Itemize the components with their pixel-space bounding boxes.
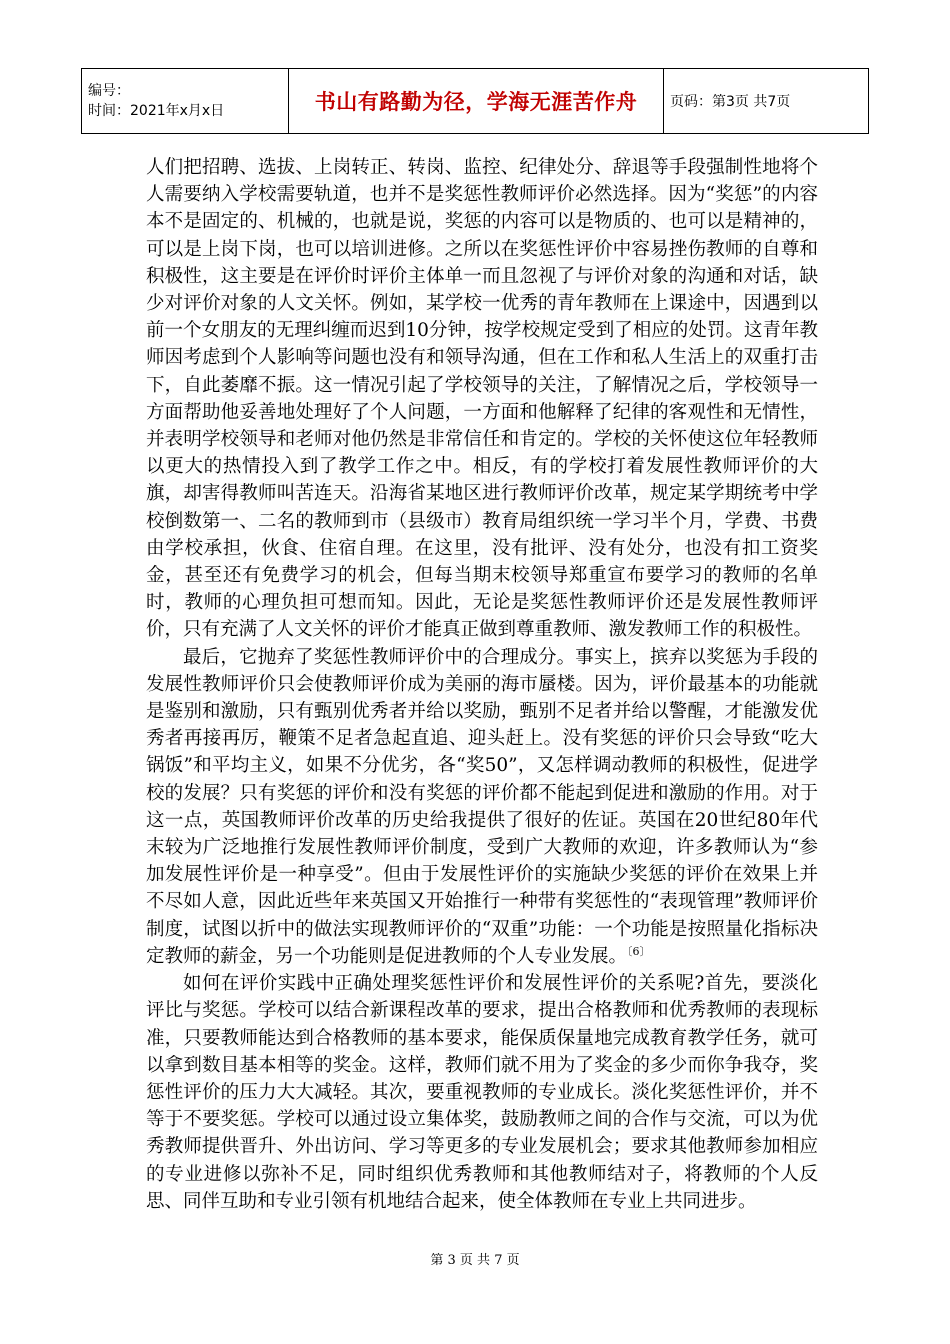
page-header — [81, 68, 869, 134]
page-footer: 第 3 页 共 7 页 — [430, 1253, 520, 1268]
citation-marker: 〔6〕 — [627, 944, 651, 958]
paragraph-3: 如何在评价实践中正确处理奖惩性评价和发展性评价的关系呢?首先，要淡化评比与奖惩。学校可以结合新课程改革的要求，提出合格教师和优秀教师的表现标准，只要教师能达到合格教师的基本要求，能保质保量地完成教育教学任务，就可以拿到数目基本相等的奖金。这样，教师们就不用为了奖金的多少而你争我夺，奖惩性评价的压力大大减轻。其次，要重视教师的专业成长。淡化奖惩性评价，并不等于不要奖惩。学校可以通过设立集体奖，鼓励教师之间的合作与交流，可以为优秀教师提供晋升、外出访问、学习等更多的专业发展机会；要求其他教师参加相应的专业进修以弥补不足，同时组织优秀教师和其他教师结对子，将教师的个人反思、同伴互助和专业引领有机地结合起来，使全体教师在专业上共同进步。 — [146, 973, 818, 1212]
paragraph-2 — [146, 644, 818, 970]
header-motto-cell — [289, 69, 664, 134]
header-motto: 书山有路勤为径，学海无涯苦作舟 — [314, 90, 638, 114]
header-meta — [82, 69, 289, 134]
paragraph-2-text: 最后，它抛弃了奖惩性教师评价中的合理成分。事实上，摈弃以奖惩为手段的发展性教师评价只会使教师评价成为美丽的海市蜃楼。因为，评价最基本的功能就是鉴别和激励，只有甄别优秀者并给以奖励，甄别不足者并给以警醒，才能激发优秀者再接再厉，鞭策不足者急起直追、迎头赶上。没有奖惩的评价只会导致“吃大锅饭”和平均主义，如果不分优劣，各“奖50”，又怎样调动教师的积极性，促进学校的发展？只有奖惩的评价和没有奖惩的评价都不能起到促进和激励的作用。对于这一点，英国教师评价改革的历史给我提供了很好的佐证。英国在20世纪80年代末较为广泛地推行发展性教师评价制度，受到广大教师的欢迎，许多教师认为“参加发展性评价是一种享受”。但由于发展性评价的实施缺少奖惩的评价在效果上并不尽如人意，因此近些年来英国又开始推行一种带有奖惩性的“表现管理”教师评价制度，试图以折中的做法实现教师评价的“双重”功能：一个功能是按照量化指标决定教师的薪金，另一个功能则是促进教师的个人专业发展。 — [146, 646, 818, 967]
header-page-label: 页码：第3页 共7页 — [670, 94, 791, 110]
document-body — [146, 154, 818, 1215]
header-page-cell — [664, 69, 869, 134]
document-code-label: 编号： — [88, 83, 130, 99]
paragraph-1: 人们把招聘、选拔、上岗转正、转岗、监控、纪律处分、辞退等手段强制性地将个人需要纳入学校需要轨道，也并不是奖惩性教师评价必然选择。因为“奖惩”的内容本不是固定的、机械的，也就是说，奖惩的内容可以是物质的、也可以是精神的，可以是上岗下岗，也可以培训进修。之所以在奖惩性评价中容易挫伤教师的自尊和积极性，这主要是在评价时评价主体单一而且忽视了与评价对象的沟通和对话，缺少对评价对象的人文关怀。例如，某学校一优秀的青年教师在上课途中，因遇到以前一个女朋友的无理纠缠而迟到10分钟，按学校规定受到了相应的处罚。这青年教师因考虑到个人影响等问题也没有和领导沟通，但在工作和私人生活上的双重打击下，自此萎靡不振。这一情况引起了学校领导的关注，了解情况之后，学校领导一方面帮助他妥善地处理好了个人问题，一方面和他解释了纪律的客观性和无情性，并表明学校领导和老师对他仍然是非常信任和肯定的。学校的关怀使这位年轻教师以更大的热情投入到了教学工作之中。相反，有的学校打着发展性教师评价的大旗，却害得教师叫苦连天。沿海省某地区进行教师评价改革，规定某学期统考中学校倒数第一、二名的教师到市（县级市）教育局组织统一学习半个月，学费、书费由学校承担，伙食、住宿自理。在这里，没有批评、没有处分，也没有扣工资奖金，甚至还有免费学习的机会，但每当期末校领导郑重宣布要学习的教师的名单时，教师的心理负担可想而知。因此，无论是奖惩性教师评价还是发展性教师评价，只有充满了人文关怀的评价才能真正做到尊重教师、激发教师工作的积极性。 — [146, 157, 818, 641]
document-date-label: 时间：2021年x月x日 — [88, 103, 225, 119]
